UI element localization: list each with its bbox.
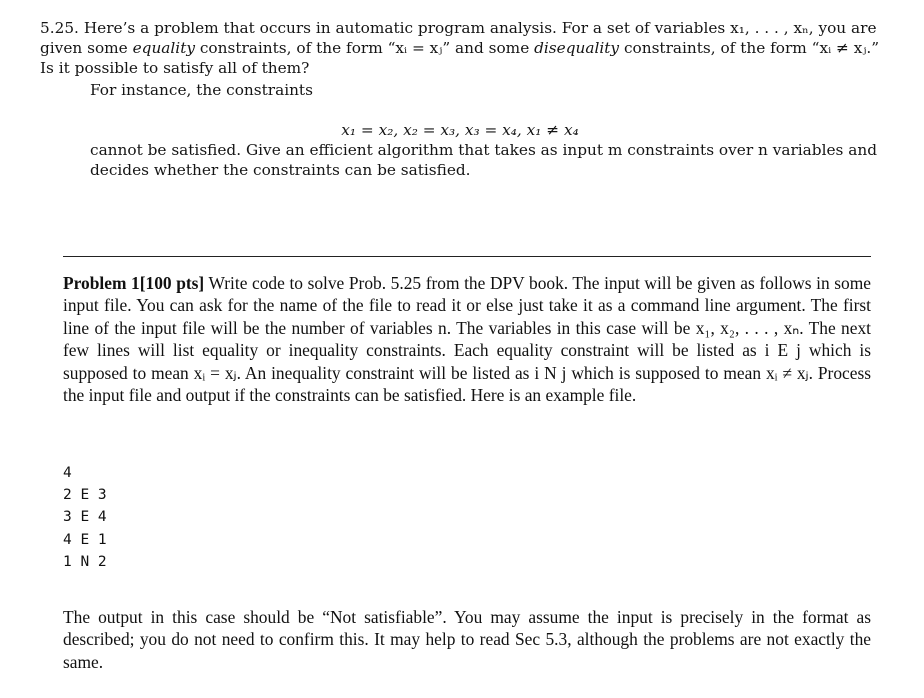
- code-line: 4: [63, 465, 72, 481]
- problem-number: 5.25.: [40, 19, 79, 37]
- example-constraints: x₁ = x₂, x₂ = x₃, x₃ = x₄, x₁ ≠ x₄: [341, 121, 579, 139]
- problem-mid-1: constraints, of the form “xᵢ = xⱼ” and some: [199, 39, 530, 57]
- output-note-text: The output in this case should be “Not satisfiable”. You may assume the input is precisely in the format as described; you do not need to confirm this. It may help to read Sec 5.3, although the problems are not exactly the same.: [63, 607, 871, 672]
- disequality-term: disequality: [534, 39, 620, 57]
- code-line: 3 E 4: [63, 509, 107, 526]
- code-line: 1 N 2: [63, 553, 107, 570]
- problem-statement: [40, 18, 880, 78]
- example-lead: For instance, the constraints: [90, 81, 313, 99]
- book-problem: [40, 18, 880, 180]
- homework-problem: [63, 272, 871, 406]
- equality-term: equality: [132, 39, 195, 57]
- homework-paragraph: [63, 272, 871, 406]
- task-statement: cannot be satisfied. Give an efficient algorithm that takes as input m constraints over n variables and decides whether the constraints can be satisfied.: [90, 141, 878, 179]
- problem-heading: Problem 1[100 pts]: [63, 273, 205, 293]
- code-line: 2 E 3: [63, 487, 107, 504]
- section-divider: [63, 256, 871, 257]
- problem-body: Write code to solve Prob. 5.25 from the DPV book. The input will be given as follows in some input file. You can ask for the name of the file to read it or else just take it as a command line argument. The first line of the input file will be the number of variables n. The variables in this case will be x₁, x₂, . . . , xₙ. The next few lines will list equality or inequality constraints. Each equality constraint will be listed as i E j which is supposed to mean xᵢ = xⱼ. An inequality constraint will be listed as i N j which is supposed to mean xᵢ ≠ xⱼ. Process the input file and output if the constraints can be satisfied. Here is an example file.: [63, 273, 871, 406]
- output-note: [63, 606, 871, 673]
- code-line: 4 E 1: [63, 531, 107, 548]
- problem-intro: Here’s a problem that occurs in automatic program analysis. For a set of variables x₁, . . . , xₙ, you are given some: [40, 19, 877, 57]
- problem-mid-2: constraints, of the form “xᵢ ≠ xⱼ.” Is it possible to satisfy all of them?: [40, 39, 880, 77]
- example-file: [63, 462, 107, 573]
